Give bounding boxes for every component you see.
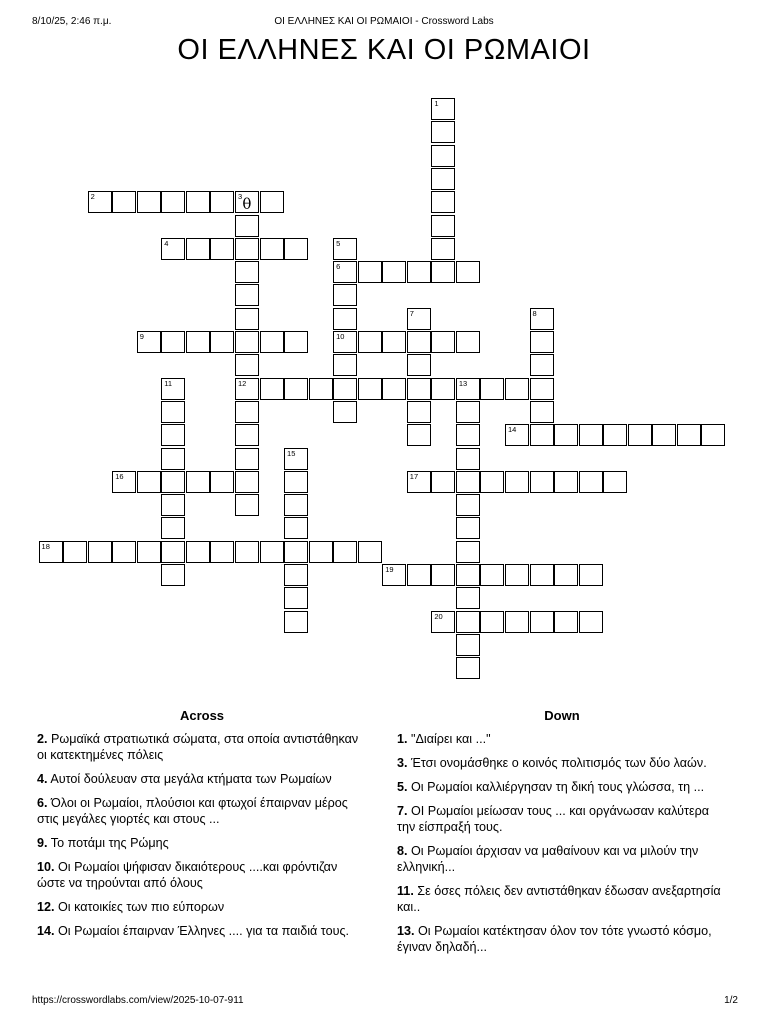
grid-cell[interactable] [652,424,676,446]
grid-cell[interactable] [407,424,431,446]
clue-number: 5 [336,238,341,248]
grid-cell[interactable] [235,401,259,423]
grid-cell[interactable] [456,587,480,609]
grid-cell[interactable] [186,541,210,563]
grid-cell[interactable] [284,331,308,353]
grid-cell[interactable] [161,401,185,423]
grid-cell[interactable] [186,331,210,353]
clue-number: 2 [90,192,95,202]
across-clue [37,731,367,763]
grid-cell[interactable] [309,541,333,563]
grid-cell[interactable] [554,611,578,633]
clue-number: 15 [287,448,296,458]
grid-cell[interactable] [260,541,284,563]
down-clue [397,843,727,875]
grid-cell[interactable] [358,378,382,400]
grid-cell[interactable] [39,541,63,563]
grid-cell[interactable] [137,471,161,493]
grid-cell[interactable] [284,448,308,470]
grid-cell[interactable] [88,541,112,563]
grid-cell[interactable] [333,354,357,376]
across-clue [37,899,367,915]
clue-text: Οι Ρωμαίοι ψήφισαν δικαιότερους ....και φρόντιζαν ώστε να τηρούνται από όλους [37,860,338,890]
grid-cell[interactable] [456,471,480,493]
grid-cell[interactable] [235,238,259,260]
puzzle-title: ΟΙ ΕΛΛΗΝΕΣ ΚΑΙ ΟΙ ΡΩΜΑΙΟΙ [177,34,591,66]
grid-cell[interactable] [530,308,554,330]
grid-cell[interactable] [407,564,431,586]
grid-cell[interactable] [161,471,185,493]
grid-cell[interactable] [235,215,259,237]
grid-cell[interactable] [284,378,308,400]
grid-cell[interactable] [505,471,529,493]
grid-cell[interactable] [358,331,382,353]
grid-cell[interactable] [333,541,357,563]
grid-cell[interactable] [554,471,578,493]
grid-cell[interactable] [284,471,308,493]
down-clue [397,779,727,795]
grid-cell[interactable] [63,541,87,563]
grid-cell[interactable] [456,448,480,470]
grid-cell[interactable] [137,331,161,353]
grid-cell[interactable] [456,541,480,563]
grid-cell[interactable] [161,448,185,470]
grid-cell[interactable] [456,634,480,656]
grid-cell[interactable] [407,354,431,376]
clue-text: Ρωμαϊκά στρατιωτικά σώματα, στα οποία αντιστάθηκαν οι κατεκτημένες πόλεις [37,732,359,762]
clue-number: 7 [409,308,414,318]
down-clue [397,803,727,835]
grid-cell[interactable] [210,471,234,493]
grid-cell[interactable] [480,378,504,400]
clue-num: 3. [397,756,408,770]
down-clue [397,731,727,747]
grid-cell[interactable] [333,238,357,260]
grid-cell[interactable] [333,401,357,423]
print-date: 8/10/25, 2:46 π.μ. [32,16,112,27]
grid-cell[interactable] [333,261,357,283]
clue-num: 11. [397,884,414,898]
grid-cell[interactable] [235,284,259,306]
grid-cell[interactable] [431,215,455,237]
grid-cell[interactable] [431,564,455,586]
grid-cell[interactable] [137,541,161,563]
grid-cell[interactable] [186,238,210,260]
grid-cell[interactable] [431,168,455,190]
grid-cell[interactable] [579,424,603,446]
clue-num: 14. [37,924,55,938]
grid-cell[interactable] [284,517,308,539]
grid-cell[interactable] [431,145,455,167]
across-clue-list [37,731,367,939]
grid-cell[interactable] [456,494,480,516]
grid-cell[interactable] [284,564,308,586]
grid-cell[interactable] [431,191,455,213]
print-url: https://crosswordlabs.com/view/2025-10-07-911 [32,995,244,1006]
clue-number: 17 [409,471,419,481]
clue-text: Οι Ρωμαίοι καλλιέργησαν τη δική τους γλώσσα, τη ... [407,780,705,794]
grid-cell[interactable] [456,611,480,633]
grid-cell[interactable] [235,354,259,376]
clue-text: Το ποτάμι της Ρώμης [47,836,169,850]
clue-number: 16 [115,471,124,481]
grid-cell[interactable] [530,564,554,586]
grid-cell[interactable] [235,331,259,353]
clue-num: 9. [37,836,48,850]
across-clue [37,771,367,787]
clue-number: 8 [532,308,537,318]
clue-number: 3 [237,192,243,202]
clue-text: ΟΙ Ρωμαίοι μείωσαν τους ... και οργάνωσαν καλύτερα την είσπραξή τους. [397,804,710,834]
down-clues [397,708,727,963]
grid-cell[interactable] [456,564,480,586]
grid-cell[interactable] [235,191,259,213]
down-heading: Down [544,708,580,723]
clue-number: 1 [434,99,439,108]
grid-cell[interactable] [161,378,185,400]
grid-cell[interactable] [137,191,161,213]
grid-cell[interactable] [407,331,431,353]
grid-cell[interactable] [505,424,529,446]
clue-text: Σε όσες πόλεις δεν αντιστάθηκαν έδωσαν ανεξαρτησία και.. [397,884,721,914]
clue-text: Οι Ρωμαίοι έπαιρναν Έλληνες .... για τα παιδιά τους. [54,924,350,938]
grid-cell[interactable] [382,261,406,283]
grid-cell[interactable] [284,494,308,516]
grid-cell[interactable] [431,611,455,633]
grid-cell[interactable] [161,424,185,446]
across-clue [37,859,367,891]
grid-cell[interactable] [579,564,603,586]
across-clue [37,923,367,939]
clue-num: 7. [397,804,408,818]
clue-num: 6. [37,796,48,810]
across-clues [37,708,367,947]
grid-cell[interactable] [112,471,136,493]
grid-cell[interactable] [603,471,627,493]
grid-cell[interactable] [505,611,529,633]
grid-cell[interactable] [579,611,603,633]
grid-cell[interactable] [579,471,603,493]
grid-cell[interactable] [431,378,455,400]
down-clue [397,923,727,955]
grid-cell[interactable] [407,308,431,330]
clue-text: "Διαίρει και ..." [407,732,491,746]
grid-cell[interactable] [161,517,185,539]
grid-cell[interactable] [431,471,455,493]
grid-cell[interactable] [431,238,455,260]
grid-cell[interactable] [284,541,308,563]
grid-cell[interactable] [260,378,284,400]
grid-cell[interactable] [161,564,185,586]
clue-number: 14 [508,425,517,435]
grid-cell[interactable] [358,261,382,283]
clue-text: Οι Ρωμαίοι άρχισαν να μαθαίνουν και να μιλούν την ελληνική... [397,844,699,874]
grid-cell[interactable] [112,541,136,563]
clue-num: 5. [397,780,408,794]
grid-cell[interactable] [530,401,554,423]
clue-num: 1. [397,732,408,746]
grid-cell[interactable] [382,564,406,586]
clue-text: Όλοι οι Ρωμαίοι, πλούσιοι και φτωχοί έπαιρναν μέρος στις μεγάλες γιορτές και στους ... [37,796,348,826]
clue-text: Έτσι ονομάσθηκε ο κοινός πολιτισμός των δύο λαών. [407,756,707,770]
grid-cell[interactable] [431,331,455,353]
grid-cell[interactable] [210,541,234,563]
clue-number: 19 [385,565,394,574]
down-clue [397,755,727,771]
grid-cell[interactable] [407,378,431,400]
grid-cell[interactable] [161,331,185,353]
grid-cell[interactable] [333,284,357,306]
grid-cell[interactable] [456,517,480,539]
clue-number: 18 [41,541,50,551]
grid-cell[interactable] [407,471,431,493]
grid-cell[interactable] [456,657,480,679]
grid-cell[interactable] [186,471,210,493]
grid-cell[interactable] [309,378,333,400]
grid-cell[interactable] [456,261,480,283]
grid-cell[interactable] [284,611,308,633]
grid-cell[interactable] [161,238,185,260]
clue-number: 9 [139,332,144,341]
across-heading: Across [179,708,225,723]
grid-cell[interactable] [603,424,627,446]
grid-cell[interactable] [260,191,284,213]
grid-cell[interactable] [235,494,259,516]
grid-cell[interactable] [530,471,554,493]
grid-cell[interactable] [530,611,554,633]
grid-cell[interactable] [358,541,382,563]
grid-cell[interactable] [112,191,136,213]
grid-cell[interactable] [333,378,357,400]
grid-cell[interactable] [456,401,480,423]
grid-cell[interactable] [480,471,504,493]
down-clue [397,883,727,915]
grid-cell[interactable] [260,238,284,260]
clue-num: 2. [37,732,48,746]
grid-cell[interactable] [382,378,406,400]
clue-number: 11 [164,378,173,388]
clue-num: 13. [397,924,415,938]
grid-cell[interactable] [333,331,357,353]
grid-cell[interactable] [210,331,234,353]
clue-num: 12. [37,900,55,914]
grid-cell[interactable] [88,191,112,213]
grid-cell[interactable] [260,331,284,353]
grid-cell[interactable] [235,541,259,563]
grid-cell[interactable] [480,611,504,633]
page-number: 1/2 [724,995,738,1006]
grid-cell[interactable] [554,564,578,586]
grid-cell[interactable] [431,121,455,143]
grid-cell[interactable] [554,424,578,446]
grid-cell[interactable] [677,424,701,446]
grid-cell[interactable] [284,587,308,609]
grid-cell[interactable] [505,378,529,400]
clue-number: 10 [336,332,345,341]
grid-cell[interactable] [161,494,185,516]
clue-num: 10. [37,860,55,874]
grid-cell[interactable] [431,98,455,120]
grid-cell[interactable] [480,564,504,586]
grid-cell[interactable] [161,191,185,213]
grid-cell[interactable] [628,424,652,446]
print-doc-title: ΟΙ ΕΛΛΗΝΕΣ ΚΑΙ ΟΙ ΡΩΜΑΙΟΙ - Crossword Labs [274,16,494,27]
grid-cell[interactable] [235,308,259,330]
grid-cell[interactable] [431,261,455,283]
grid-cell[interactable] [456,378,480,400]
clue-number: 20 [434,611,443,621]
across-clue [37,835,367,851]
grid-cell[interactable] [530,424,554,446]
grid-cell[interactable] [530,331,554,353]
clue-number: 13 [458,378,468,388]
clue-num: 4. [37,772,48,786]
grid-cell[interactable] [284,238,308,260]
grid-cell[interactable] [235,261,259,283]
grid-cell[interactable] [235,424,259,446]
grid-cell[interactable] [407,401,431,423]
grid-cell[interactable] [210,191,234,213]
grid-cell[interactable] [210,238,234,260]
grid-cell[interactable] [235,448,259,470]
cell-letter: θ [242,195,252,214]
across-clue [37,795,367,827]
grid-cell[interactable] [186,191,210,213]
grid-cell[interactable] [407,261,431,283]
grid-cell[interactable] [235,378,259,400]
grid-cell[interactable] [456,331,480,353]
down-clue-list [397,731,727,955]
clue-text: Οι κατοικίες των πιο εύπορων [54,900,225,914]
grid-cell[interactable] [382,331,406,353]
grid-cell[interactable] [530,378,554,400]
grid-cell[interactable] [161,541,185,563]
grid-cell[interactable] [505,564,529,586]
grid-cell[interactable] [456,424,480,446]
clue-text: Οι Ρωμαίοι κατέκτησαν όλον τον τότε γνωστό κόσμο, έγιναν δηλαδή... [397,924,712,954]
clue-number: 4 [164,238,169,248]
clue-num: 8. [397,844,408,858]
grid-cell[interactable] [235,471,259,493]
grid-cell[interactable] [333,308,357,330]
grid-cell[interactable] [530,354,554,376]
clue-number: 12 [237,378,247,388]
clue-text: Αυτοί δούλευαν στα μεγάλα κτήματα των Ρωμαίων [47,772,332,786]
clue-number: 6 [336,262,341,272]
grid-cell[interactable] [701,424,725,446]
